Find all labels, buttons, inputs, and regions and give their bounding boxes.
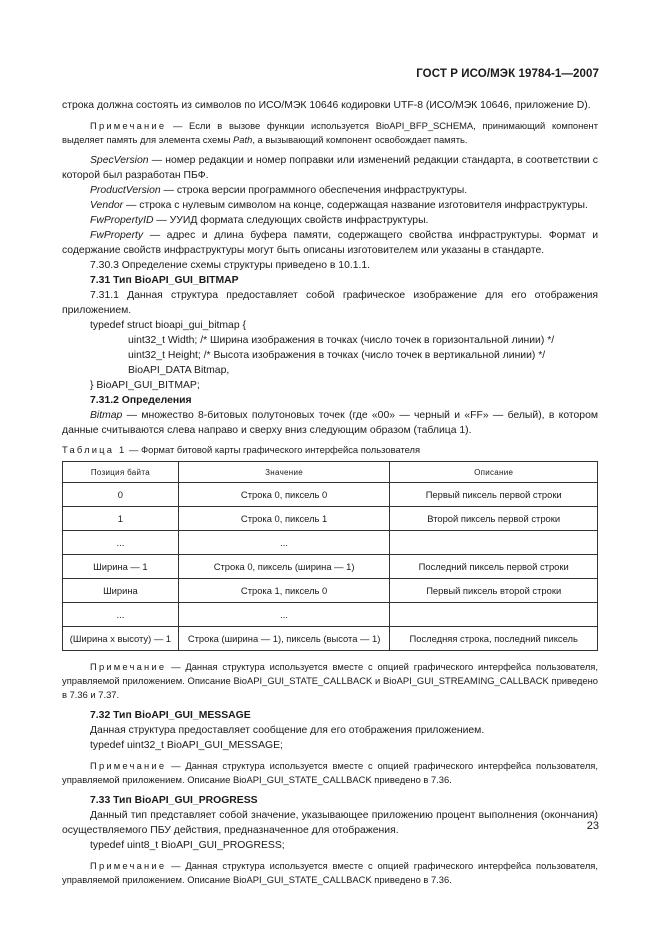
bitmap-format-table <box>62 461 598 651</box>
table-header-row <box>63 462 598 483</box>
column-header: Позиция байта <box>63 462 179 483</box>
column-header: Значение <box>178 462 390 483</box>
code-line: typedef struct bioapi_gui_bitmap { <box>90 320 246 331</box>
table-row: ... ... <box>63 603 598 627</box>
field-fw-property-id: FwPropertyID — УУИД формата следующих свойств инфраструктуры. <box>90 215 429 226</box>
table-row: Ширина Строка 1, пиксель 0 Первый пиксель второй строки <box>63 579 598 603</box>
heading-7-32: 7.32 Тип BioAPI_GUI_MESSAGE <box>90 710 251 721</box>
paragraph-7-32: Данная структура предоставляет сообщение для его отображения приложением. <box>90 725 485 736</box>
code-line: uint32_t Height; /* Высота изображения в точках (число точек в вертикальной линии) */ <box>128 350 546 361</box>
note-gui-bitmap: Примечание — Данная структура используется вместе с опцией графического интерфейса пользователя, управляемой приложением. Описание BioAPI_GUI_STATE_CALLBACK и BioAPI_GUI_STREAMING_CALLBACK приведено в 7.36 и 7.37. <box>62 661 598 700</box>
table-row: 0 Строка 0, пиксель 0 Первый пиксель первой строки <box>63 483 598 507</box>
page-number: 23 <box>586 820 599 832</box>
table-row: ... ... <box>63 531 598 555</box>
note-label: Примечание <box>90 120 167 131</box>
code-line: typedef uint32_t BioAPI_GUI_MESSAGE; <box>90 740 283 751</box>
note-gui-progress: Примечание — Данная структура используется вместе с опцией графического интерфейса пользователя, управляемой приложением. Описание BioAPI_GUI_STATE_CALLBACK приведено в 7.36. <box>62 860 598 885</box>
paragraph-7-33: Данный тип представляет собой значение, указывающее приложению процент выполнения (окончания) осуществляемого ПБУ действия, предназначенное для отображения. <box>62 810 598 836</box>
table-row: Ширина — 1 Строка 0, пиксель (ширина — 1) Последний пиксель первой строки <box>63 555 598 579</box>
paragraph-utf8: строка должна состоять из символов по ИСО/МЭК 10646 кодировки UTF-8 (ИСО/МЭК 10646, приложение D). <box>62 100 591 111</box>
field-product-version: ProductVersion — строка версии программного обеспечения инфраструктуры. <box>90 185 468 196</box>
code-line: typedef uint8_t BioAPI_GUI_PROGRESS; <box>90 840 285 851</box>
code-line: uint32_t Width; /* Ширина изображения в точках (число точек в горизонтальной линии) */ <box>128 335 555 346</box>
section-7-30-3: 7.30.3 Определение схемы структуры приведено в 10.1.1. <box>90 260 371 271</box>
heading-7-33: 7.33 Тип BioAPI_GUI_PROGRESS <box>90 795 258 806</box>
standard-header: ГОСТ Р ИСО/МЭК 19784-1—2007 <box>416 68 599 80</box>
heading-7-31-2: 7.31.2 Определения <box>90 395 192 406</box>
field-fw-property: FwProperty — адрес и длина буфера памяти, содержащего свойства инфраструктуры. Формат и содержание свойств инфраструктуры могут быть описаны изготовителем или указаны в стандарте. <box>62 230 598 256</box>
field-vendor: Vendor — строка с нулевым символом на конце, содержащая название изготовителя инфраструктуры. <box>90 200 588 211</box>
note-gui-message: Примечание — Данная структура используется вместе с опцией графического интерфейса пользователя, управляемой приложением. Описание BioAPI_GUI_STATE_CALLBACK приведено в 7.36. <box>62 760 598 785</box>
code-line: } BioAPI_GUI_BITMAP; <box>90 380 200 391</box>
code-line: BioAPI_DATA Bitmap, <box>128 365 230 376</box>
note-bfp-schema: Примечание — Если в вызове функции используется BioAPI_BFP_SCHEMA, принимающий компонент выделяет память для элемента схемы Path, а вызывающий компонент освобождает память. <box>62 120 598 145</box>
field-spec-version: SpecVersion — номер редакции и номер поправки или изменений редакции стандарта, в соответствии с которой был разработан ПБФ. <box>62 155 598 181</box>
table-caption: Таблица 1 — Формат битовой карты графического интерфейса пользователя <box>62 444 421 455</box>
page-content <box>62 98 598 887</box>
table-row: (Ширина х высоту) — 1 Строка (ширина — 1), пиксель (высота — 1) Последняя строка, последний пиксель <box>63 627 598 651</box>
paragraph-7-31-1: 7.31.1 Данная структура предоставляет собой графическое изображение для его отображения приложением. <box>62 290 598 316</box>
table-row: 1 Строка 0, пиксель 1 Второй пиксель первой строки <box>63 507 598 531</box>
bitmap-definition: Bitmap — множество 8-битовых полутоновых точек (где «00» — черный и «FF» — белый), в котором данные считываются слева направо и сверху вниз следующим образом (таблица 1). <box>62 410 598 436</box>
column-header: Описание <box>390 462 598 483</box>
heading-7-31: 7.31 Тип BioAPI_GUI_BITMAP <box>90 275 239 286</box>
